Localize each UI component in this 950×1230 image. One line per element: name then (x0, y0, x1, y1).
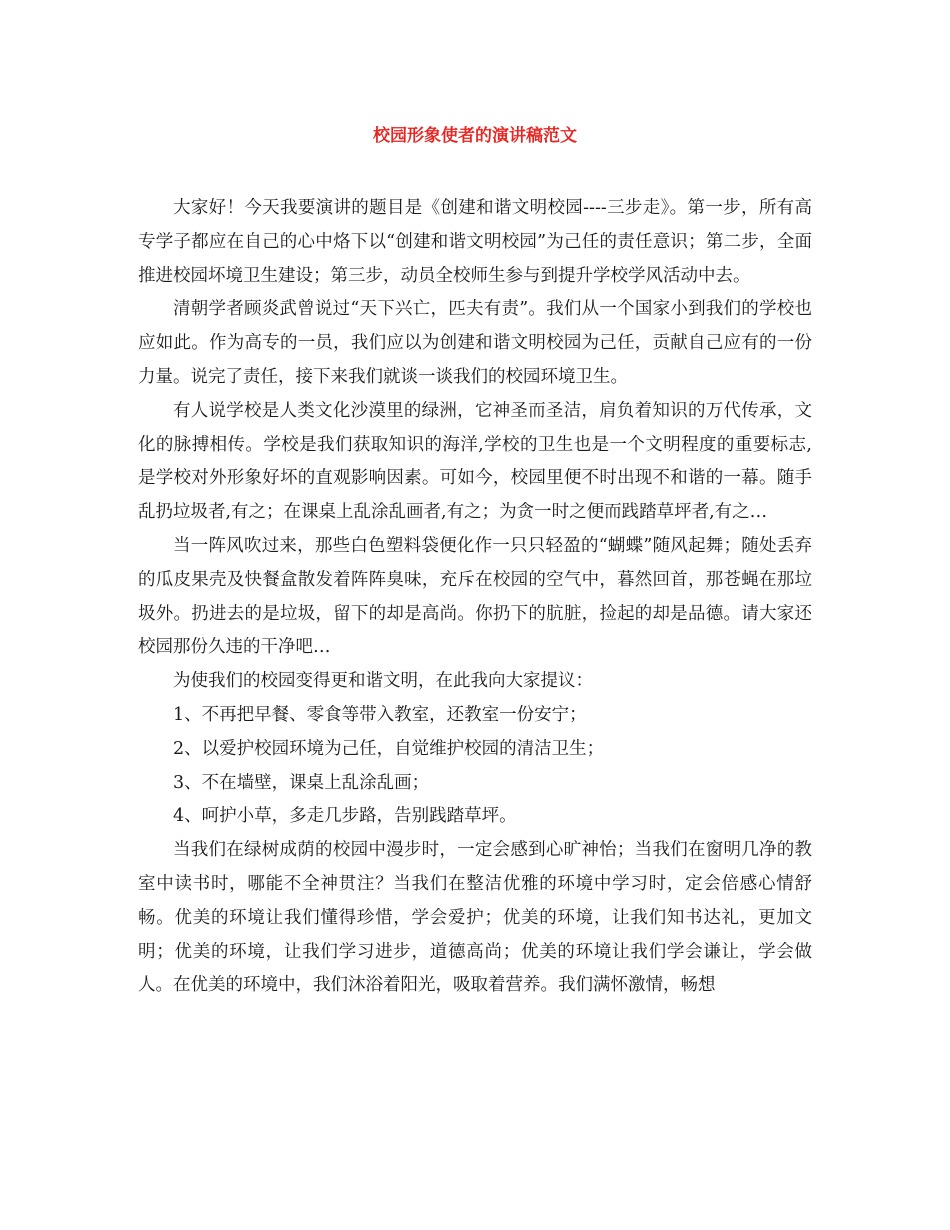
list-item: 2、以爱护校园环境为己任，自觉维护校园的清洁卫生； (173, 738, 605, 759)
document-title: 校园形象使者的演讲稿范文 (373, 126, 577, 146)
paragraph: 当一阵风吹过来，那些白色塑料袋便化作一只只轻盈的“蝴蝶”随风起舞；随处丢弃的瓜皮果壳及快餐盒散发着阵阵臭味，充斥在校园的空气中，暮然回首，那苍蝇在那垃圾外。扔进去的是垃圾，留下的却是高尚。你扔下的肮脏，捡起的却是品德。请大家还校园那份久违的干净吧… (138, 535, 812, 658)
list-item: 1、不再把早餐、零食等带入教室，还教室一份安宁； (173, 704, 587, 725)
paragraph: 清朝学者顾炎武曾说过“天下兴亡，匹夫有责”。我们从一个国家小到我们的学校也应如此。作为高专的一员，我们应以为创建和谐文明校园为己任，贡献自己应有的一份力量。说完了责任，接下来我们就谈一谈我们的校园环境卫生。 (138, 299, 812, 387)
list-item: 3、不在墙壁，课桌上乱涂乱画； (173, 772, 430, 793)
paragraph: 当我们在绿树成荫的校园中漫步时，一定会感到心旷神怡；当我们在窗明几净的教室中读书时，哪能不全神贯注？当我们在整洁优雅的环境中学习时，定会倍感心情舒畅。优美的环境让我们懂得珍惜，学会爱护；优美的环境，让我们知书达礼，更加文明；优美的环境，让我们学习进步，道德高尚；优美的环境让我们学会谦让，学会做人。在优美的环境中，我们沐浴着阳光，吸取着营养。我们满怀激情，畅想 (138, 840, 812, 996)
document-body (138, 192, 812, 1003)
list-item: 4、呵护小草，多走几步路，告别践踏草坪。 (173, 806, 517, 827)
paragraph: 有人说学校是人类文化沙漠里的绿洲，它神圣而圣洁，肩负着知识的万代传承，文化的脉搏相传。学校是我们获取知识的海洋,学校的卫生也是一个文明程度的重要标志,是学校对外形象好坏的直观影响因素。可如今，校园里便不时出现不和谐的一幕。随手乱扔垃圾者,有之；在课桌上乱涂乱画者,有之；为贪一时之便而践踏草坪者,有之… (138, 400, 812, 523)
paragraph: 为使我们的校园变得更和谐文明，在此我向大家提议： (173, 671, 593, 692)
paragraph: 大家好！今天我要演讲的题目是《创建和谐文明校园----三步走》。第一步，所有高专学子都应在自己的心中烙下以“创建和谐文明校园”为己任的责任意识；第二步，全面推进校园坏境卫生建设；第三步，动员全校师生参与到提升学校学风活动中去。 (138, 198, 812, 286)
